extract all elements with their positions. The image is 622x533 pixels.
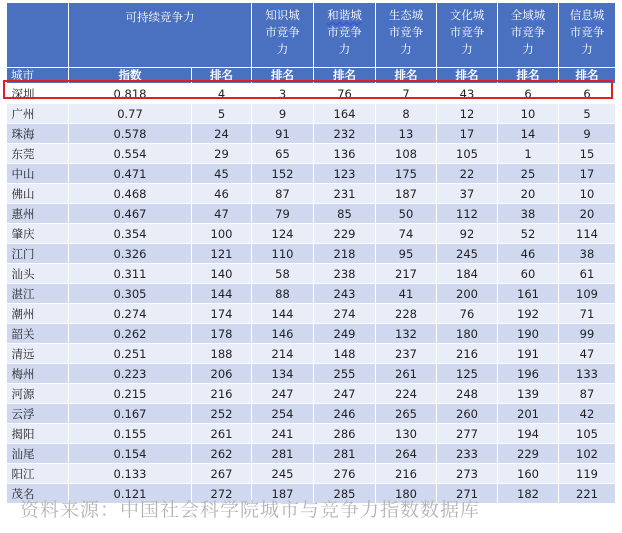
rank-cell: 12: [437, 104, 498, 124]
rank-cell: 76: [314, 84, 376, 104]
rank-cell: 191: [498, 344, 559, 364]
rank-cell: 65: [252, 144, 314, 164]
rank-cell: 231: [314, 184, 376, 204]
table-row: [7, 224, 616, 244]
index-cell: 0.274: [69, 304, 192, 324]
rank-cell: 237: [376, 344, 437, 364]
rank-cell: 4: [192, 84, 252, 104]
rank-cell: 188: [192, 344, 252, 364]
table-header: [7, 3, 616, 84]
rank-cell: 42: [559, 404, 616, 424]
rank-cell: 248: [437, 384, 498, 404]
rank-cell: 180: [437, 324, 498, 344]
header-line: 力: [400, 42, 412, 56]
header-rank: 排名: [192, 68, 252, 84]
table-body: [7, 84, 616, 504]
rank-cell: 261: [192, 424, 252, 444]
rank-cell: 245: [252, 464, 314, 484]
table-row: [7, 84, 616, 104]
index-cell: 0.154: [69, 444, 192, 464]
header-line: 信息城: [569, 8, 605, 22]
header-line: 力: [461, 42, 473, 56]
rank-cell: 123: [314, 164, 376, 184]
rank-cell: 7: [376, 84, 437, 104]
city-name-cell: 河源: [7, 384, 69, 404]
rank-cell: 58: [252, 264, 314, 284]
rank-cell: 17: [559, 164, 616, 184]
rank-cell: 43: [437, 84, 498, 104]
index-cell: 0.467: [69, 204, 192, 224]
rank-cell: 285: [314, 484, 376, 504]
header-rank: 排名: [376, 68, 437, 84]
rank-cell: 134: [252, 364, 314, 384]
rank-cell: 124: [252, 224, 314, 244]
table-row: [7, 104, 616, 124]
rank-cell: 112: [437, 204, 498, 224]
rank-cell: 180: [376, 484, 437, 504]
rank-cell: 272: [192, 484, 252, 504]
city-name-cell: 深圳: [7, 84, 69, 104]
rank-cell: 218: [314, 244, 376, 264]
index-cell: 0.77: [69, 104, 192, 124]
rank-cell: 229: [498, 444, 559, 464]
rank-cell: 140: [192, 264, 252, 284]
rank-cell: 10: [498, 104, 559, 124]
rank-cell: 241: [252, 424, 314, 444]
rank-cell: 264: [376, 444, 437, 464]
table-row: [7, 204, 616, 224]
rank-cell: 232: [314, 124, 376, 144]
rank-cell: 247: [314, 384, 376, 404]
city-name-cell: 韶关: [7, 324, 69, 344]
rank-cell: 108: [376, 144, 437, 164]
rank-cell: 184: [437, 264, 498, 284]
header-line: 市竞争: [569, 25, 605, 39]
rank-cell: 132: [376, 324, 437, 344]
rank-cell: 87: [559, 384, 616, 404]
index-cell: 0.818: [69, 84, 192, 104]
competitiveness-table: [6, 2, 616, 504]
rank-cell: 46: [192, 184, 252, 204]
index-cell: 0.133: [69, 464, 192, 484]
rank-cell: 3: [252, 84, 314, 104]
rank-cell: 9: [559, 124, 616, 144]
index-cell: 0.578: [69, 124, 192, 144]
table-row: [7, 324, 616, 344]
rank-cell: 38: [559, 244, 616, 264]
rank-cell: 20: [498, 184, 559, 204]
rank-cell: 243: [314, 284, 376, 304]
rank-cell: 144: [192, 284, 252, 304]
rank-cell: 206: [192, 364, 252, 384]
city-name-cell: 广州: [7, 104, 69, 124]
index-cell: 0.167: [69, 404, 192, 424]
source-caption: 资料来源：中国社会科学院城市与竞争力指数数据库: [20, 499, 481, 521]
rank-cell: 238: [314, 264, 376, 284]
index-cell: 0.155: [69, 424, 192, 444]
rank-cell: 200: [437, 284, 498, 304]
table-row: [7, 144, 616, 164]
rank-cell: 216: [437, 344, 498, 364]
index-cell: 0.223: [69, 364, 192, 384]
rank-cell: 125: [437, 364, 498, 384]
header-line: 市竞争: [327, 25, 362, 39]
rank-cell: 29: [192, 144, 252, 164]
rank-cell: 110: [252, 244, 314, 264]
city-name-cell: 湛江: [7, 284, 69, 304]
header-harmonious-city: [314, 3, 376, 68]
table-row: [7, 164, 616, 184]
rank-cell: 38: [498, 204, 559, 224]
header-rank: 排名: [559, 68, 616, 84]
header-global-city: [498, 3, 559, 68]
city-name-cell: 肇庆: [7, 224, 69, 244]
rank-cell: 201: [498, 404, 559, 424]
rank-cell: 121: [192, 244, 252, 264]
table-row: [7, 244, 616, 264]
rank-cell: 261: [376, 364, 437, 384]
rank-cell: 229: [314, 224, 376, 244]
rank-cell: 99: [559, 324, 616, 344]
rank-cell: 136: [314, 144, 376, 164]
rank-cell: 146: [252, 324, 314, 344]
rank-cell: 9: [252, 104, 314, 124]
rank-cell: 15: [559, 144, 616, 164]
rank-cell: 221: [559, 484, 616, 504]
rank-cell: 47: [192, 204, 252, 224]
city-name-cell: 茂名: [7, 484, 69, 504]
rank-cell: 5: [192, 104, 252, 124]
rank-cell: 20: [559, 204, 616, 224]
table-row: [7, 344, 616, 364]
rank-cell: 85: [314, 204, 376, 224]
rank-cell: 76: [437, 304, 498, 324]
rank-cell: 46: [498, 244, 559, 264]
index-cell: 0.468: [69, 184, 192, 204]
rank-cell: 217: [376, 264, 437, 284]
table-row: [7, 444, 616, 464]
table-row: [7, 464, 616, 484]
rank-cell: 74: [376, 224, 437, 244]
rank-cell: 114: [559, 224, 616, 244]
header-line: 市竞争: [449, 25, 485, 39]
rank-cell: 41: [376, 284, 437, 304]
header-ecological-city: [376, 3, 437, 68]
rank-cell: 182: [498, 484, 559, 504]
header-index: 指数: [69, 68, 192, 84]
rank-cell: 37: [437, 184, 498, 204]
rank-cell: 160: [498, 464, 559, 484]
city-name-cell: 揭阳: [7, 424, 69, 444]
rank-cell: 50: [376, 204, 437, 224]
header-rank: 排名: [437, 68, 498, 84]
header-information-city: [559, 3, 616, 68]
header-city: 城市: [7, 68, 69, 84]
header-line: 市竞争: [265, 25, 300, 39]
rank-cell: 22: [437, 164, 498, 184]
rank-cell: 13: [376, 124, 437, 144]
rank-cell: 88: [252, 284, 314, 304]
rank-cell: 130: [376, 424, 437, 444]
rank-cell: 174: [192, 304, 252, 324]
header-line: 全域城: [510, 8, 546, 22]
table-row: [7, 304, 616, 324]
header-rank: 排名: [252, 68, 314, 84]
rank-cell: 216: [192, 384, 252, 404]
rank-cell: 91: [252, 124, 314, 144]
rank-cell: 164: [314, 104, 376, 124]
rank-cell: 87: [252, 184, 314, 204]
city-name-cell: 汕头: [7, 264, 69, 284]
rank-cell: 71: [559, 304, 616, 324]
rank-cell: 246: [314, 404, 376, 424]
index-cell: 0.471: [69, 164, 192, 184]
rank-cell: 196: [498, 364, 559, 384]
table-row: [7, 124, 616, 144]
rank-cell: 249: [314, 324, 376, 344]
city-name-cell: 清远: [7, 344, 69, 364]
rank-cell: 187: [252, 484, 314, 504]
header-line: 力: [522, 42, 534, 56]
index-cell: 0.311: [69, 264, 192, 284]
header-line: 和谐城: [327, 8, 362, 22]
rank-cell: 260: [437, 404, 498, 424]
table-row: [7, 284, 616, 304]
rank-cell: 105: [437, 144, 498, 164]
rank-cell: 276: [314, 464, 376, 484]
city-name-cell: 江门: [7, 244, 69, 264]
rank-cell: 47: [559, 344, 616, 364]
rank-cell: 281: [252, 444, 314, 464]
rank-cell: 228: [376, 304, 437, 324]
rank-cell: 148: [314, 344, 376, 364]
rank-cell: 216: [376, 464, 437, 484]
rank-cell: 190: [498, 324, 559, 344]
rank-cell: 271: [437, 484, 498, 504]
header-line: 力: [338, 42, 351, 56]
rank-cell: 175: [376, 164, 437, 184]
rank-cell: 92: [437, 224, 498, 244]
rank-cell: 265: [376, 404, 437, 424]
header-line: 力: [276, 42, 289, 56]
index-cell: 0.215: [69, 384, 192, 404]
rank-cell: 45: [192, 164, 252, 184]
header-line: 生态城: [388, 8, 424, 22]
rank-cell: 267: [192, 464, 252, 484]
rank-cell: 102: [559, 444, 616, 464]
rank-cell: 24: [192, 124, 252, 144]
rank-cell: 286: [314, 424, 376, 444]
rank-cell: 6: [559, 84, 616, 104]
rank-cell: 79: [252, 204, 314, 224]
rank-cell: 254: [252, 404, 314, 424]
rank-cell: 274: [314, 304, 376, 324]
table-row: [7, 364, 616, 384]
header-rank: 排名: [314, 68, 376, 84]
city-name-cell: 东莞: [7, 144, 69, 164]
rank-cell: 133: [559, 364, 616, 384]
rank-cell: 152: [252, 164, 314, 184]
rank-cell: 247: [252, 384, 314, 404]
rank-cell: 194: [498, 424, 559, 444]
index-cell: 0.354: [69, 224, 192, 244]
rank-cell: 178: [192, 324, 252, 344]
header-line: 市竞争: [388, 25, 424, 39]
rank-cell: 25: [498, 164, 559, 184]
rank-cell: 60: [498, 264, 559, 284]
rank-cell: 192: [498, 304, 559, 324]
city-name-cell: 惠州: [7, 204, 69, 224]
rank-cell: 6: [498, 84, 559, 104]
table-row: [7, 424, 616, 444]
rank-cell: 105: [559, 424, 616, 444]
header-knowledge-city: [252, 3, 314, 68]
city-name-cell: 潮州: [7, 304, 69, 324]
header-line: 知识城: [265, 8, 300, 22]
rank-cell: 281: [314, 444, 376, 464]
header-sustainable-competitiveness: 可持续竞争力: [69, 3, 252, 68]
rank-cell: 233: [437, 444, 498, 464]
index-cell: 0.262: [69, 324, 192, 344]
header-line: 力: [581, 42, 593, 56]
rank-cell: 273: [437, 464, 498, 484]
rank-cell: 255: [314, 364, 376, 384]
table-row: [7, 384, 616, 404]
rank-cell: 17: [437, 124, 498, 144]
header-rank: 排名: [498, 68, 559, 84]
rank-cell: 5: [559, 104, 616, 124]
city-name-cell: 梅州: [7, 364, 69, 384]
index-cell: 0.305: [69, 284, 192, 304]
city-name-cell: 佛山: [7, 184, 69, 204]
index-cell: 0.121: [69, 484, 192, 504]
header-blank-cell: [7, 3, 69, 68]
city-name-cell: 汕尾: [7, 444, 69, 464]
index-cell: 0.326: [69, 244, 192, 264]
rank-cell: 245: [437, 244, 498, 264]
rank-cell: 109: [559, 284, 616, 304]
city-name-cell: 珠海: [7, 124, 69, 144]
rank-cell: 61: [559, 264, 616, 284]
index-cell: 0.251: [69, 344, 192, 364]
rank-cell: 262: [192, 444, 252, 464]
rank-cell: 161: [498, 284, 559, 304]
rank-cell: 224: [376, 384, 437, 404]
rank-cell: 1: [498, 144, 559, 164]
rank-cell: 52: [498, 224, 559, 244]
rank-cell: 214: [252, 344, 314, 364]
table-row: [7, 184, 616, 204]
rank-cell: 14: [498, 124, 559, 144]
header-line: 文化城: [449, 8, 485, 22]
rank-cell: 119: [559, 464, 616, 484]
city-name-cell: 阳江: [7, 464, 69, 484]
table-row: [7, 404, 616, 424]
rank-cell: 10: [559, 184, 616, 204]
header-cultural-city: [437, 3, 498, 68]
rank-cell: 144: [252, 304, 314, 324]
table-row: [7, 264, 616, 284]
rank-cell: 187: [376, 184, 437, 204]
rank-cell: 100: [192, 224, 252, 244]
rank-cell: 139: [498, 384, 559, 404]
rank-cell: 277: [437, 424, 498, 444]
rank-cell: 8: [376, 104, 437, 124]
index-cell: 0.554: [69, 144, 192, 164]
rank-cell: 95: [376, 244, 437, 264]
rank-cell: 252: [192, 404, 252, 424]
city-name-cell: 云浮: [7, 404, 69, 424]
header-line: 市竞争: [510, 25, 546, 39]
city-name-cell: 中山: [7, 164, 69, 184]
